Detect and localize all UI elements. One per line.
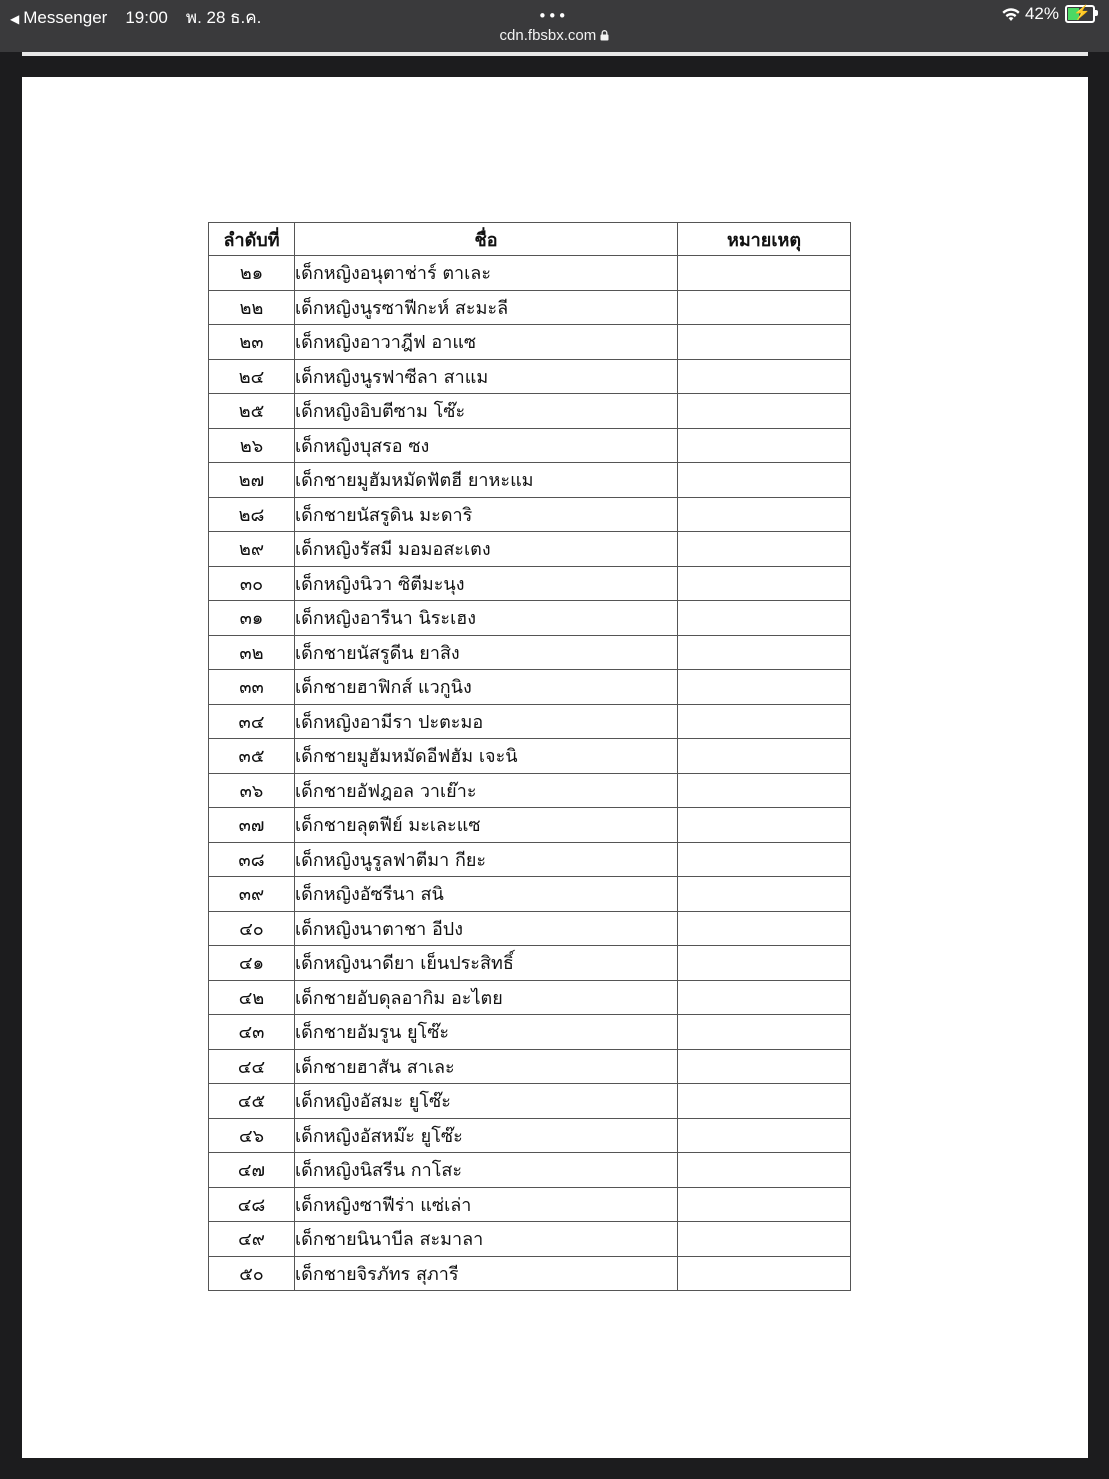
remark-cell bbox=[678, 394, 851, 429]
student-table bbox=[208, 222, 851, 1291]
remark-cell bbox=[678, 601, 851, 636]
remark-cell bbox=[678, 946, 851, 981]
row-number: ๓๓ bbox=[209, 670, 295, 705]
table-row bbox=[209, 532, 851, 567]
row-number: ๓๙ bbox=[209, 877, 295, 912]
remark-cell bbox=[678, 1187, 851, 1222]
row-number: ๒๘ bbox=[209, 497, 295, 532]
row-number: ๓๔ bbox=[209, 704, 295, 739]
student-name: เด็กหญิงอนุตาช่าร์ ตาเละ bbox=[295, 256, 678, 291]
table-row bbox=[209, 946, 851, 981]
row-number: ๒๔ bbox=[209, 359, 295, 394]
table-row bbox=[209, 290, 851, 325]
status-date: พ. 28 ธ.ค. bbox=[185, 8, 262, 27]
table-row bbox=[209, 463, 851, 498]
student-name: เด็กชายอัมรูน ยูโซ๊ะ bbox=[295, 1015, 678, 1050]
row-number: ๒๒ bbox=[209, 290, 295, 325]
row-number: ๔๗ bbox=[209, 1153, 295, 1188]
table-row bbox=[209, 1015, 851, 1050]
table-row bbox=[209, 325, 851, 360]
student-name: เด็กหญิงรัสมี มอมอสะเตง bbox=[295, 532, 678, 567]
row-number: ๒๗ bbox=[209, 463, 295, 498]
student-name: เด็กชายนินาบีล สะมาลา bbox=[295, 1222, 678, 1257]
status-time: 19:00 bbox=[125, 8, 168, 27]
remark-cell bbox=[678, 739, 851, 774]
row-number: ๓๗ bbox=[209, 808, 295, 843]
remark-cell bbox=[678, 980, 851, 1015]
row-number: ๓๕ bbox=[209, 739, 295, 774]
header-no: ลำดับที่ bbox=[209, 223, 295, 256]
student-name: เด็กชายจิรภัทร สุภารี bbox=[295, 1256, 678, 1291]
table-row bbox=[209, 1222, 851, 1257]
student-name: เด็กหญิงนิสรีน กาโสะ bbox=[295, 1153, 678, 1188]
remark-cell bbox=[678, 325, 851, 360]
table-row bbox=[209, 1153, 851, 1188]
row-number: ๔๑ bbox=[209, 946, 295, 981]
row-number: ๔๓ bbox=[209, 1015, 295, 1050]
table-row bbox=[209, 704, 851, 739]
student-name: เด็กหญิงอัซรีนา สนิ bbox=[295, 877, 678, 912]
row-number: ๒๕ bbox=[209, 394, 295, 429]
remark-cell bbox=[678, 566, 851, 601]
status-bar bbox=[0, 0, 1109, 52]
remark-cell bbox=[678, 1084, 851, 1119]
remark-cell bbox=[678, 497, 851, 532]
header-remark: หมายเหตุ bbox=[678, 223, 851, 256]
remark-cell bbox=[678, 290, 851, 325]
row-number: ๓๐ bbox=[209, 566, 295, 601]
table-header-row bbox=[209, 223, 851, 256]
row-number: ๓๑ bbox=[209, 601, 295, 636]
student-name: เด็กชายนัสรูดีน ยาสิง bbox=[295, 635, 678, 670]
row-number: ๔๔ bbox=[209, 1049, 295, 1084]
remark-cell bbox=[678, 1222, 851, 1257]
student-name: เด็กหญิงนูรซาฟีกะห์ สะมะลี bbox=[295, 290, 678, 325]
table-row bbox=[209, 773, 851, 808]
remark-cell bbox=[678, 1118, 851, 1153]
remark-cell bbox=[678, 1153, 851, 1188]
status-right bbox=[1001, 4, 1095, 24]
back-arrow-icon[interactable]: ◀ bbox=[10, 12, 20, 26]
table-row bbox=[209, 601, 851, 636]
remark-cell bbox=[678, 808, 851, 843]
student-name: เด็กหญิงอามีรา ปะตะมอ bbox=[295, 704, 678, 739]
remark-cell bbox=[678, 670, 851, 705]
row-number: ๒๙ bbox=[209, 532, 295, 567]
row-number: ๓๘ bbox=[209, 842, 295, 877]
row-number: ๒๑ bbox=[209, 256, 295, 291]
table-row bbox=[209, 497, 851, 532]
table-row bbox=[209, 256, 851, 291]
student-name: เด็กชายฮาสัน สาเละ bbox=[295, 1049, 678, 1084]
table-row bbox=[209, 1256, 851, 1291]
student-name: เด็กชายมูฮัมหมัดฟัตฮี ยาหะแม bbox=[295, 463, 678, 498]
table-row bbox=[209, 980, 851, 1015]
row-number: ๕๐ bbox=[209, 1256, 295, 1291]
student-name: เด็กหญิงซาฟีร่า แซ่เล่า bbox=[295, 1187, 678, 1222]
remark-cell bbox=[678, 635, 851, 670]
student-name: เด็กชายมูฮัมหมัดอีฟฮัม เจะนิ bbox=[295, 739, 678, 774]
table-row bbox=[209, 566, 851, 601]
row-number: ๓๖ bbox=[209, 773, 295, 808]
more-dots-icon[interactable]: ••• bbox=[538, 7, 568, 25]
url-bar[interactable] bbox=[0, 27, 1109, 44]
remark-cell bbox=[678, 842, 851, 877]
document-page bbox=[22, 77, 1088, 1458]
remark-cell bbox=[678, 773, 851, 808]
table-row bbox=[209, 842, 851, 877]
table-row bbox=[209, 1084, 851, 1119]
remark-cell bbox=[678, 359, 851, 394]
url-text: cdn.fbsbx.com bbox=[499, 27, 597, 44]
remark-cell bbox=[678, 256, 851, 291]
student-name: เด็กหญิงอิบตีซาม โซ๊ะ bbox=[295, 394, 678, 429]
row-number: ๔๕ bbox=[209, 1084, 295, 1119]
table-row bbox=[209, 394, 851, 429]
student-name: เด็กชายนัสรูดิน มะดาริ bbox=[295, 497, 678, 532]
student-name: เด็กหญิงอารีนา นิระเฮง bbox=[295, 601, 678, 636]
table-row bbox=[209, 911, 851, 946]
remark-cell bbox=[678, 1256, 851, 1291]
student-name: เด็กหญิงอาวาฎีฟ อาแซ bbox=[295, 325, 678, 360]
student-name: เด็กหญิงนูรูลฟาตีมา กียะ bbox=[295, 842, 678, 877]
remark-cell bbox=[678, 911, 851, 946]
remark-cell bbox=[678, 1049, 851, 1084]
lock-icon bbox=[600, 30, 609, 41]
remark-cell bbox=[678, 877, 851, 912]
row-number: ๒๖ bbox=[209, 428, 295, 463]
row-number: ๓๒ bbox=[209, 635, 295, 670]
student-name: เด็กหญิงนาตาชา อีปง bbox=[295, 911, 678, 946]
header-name: ชื่อ bbox=[295, 223, 678, 256]
battery-percent: 42% bbox=[1024, 4, 1059, 23]
row-number: ๔๒ bbox=[209, 980, 295, 1015]
student-name: เด็กชายลุตฟีย์ มะเละแซ bbox=[295, 808, 678, 843]
battery-icon bbox=[1065, 5, 1095, 23]
remark-cell bbox=[678, 532, 851, 567]
remark-cell bbox=[678, 463, 851, 498]
student-name: เด็กหญิงนูรฟาซีลา สาแม bbox=[295, 359, 678, 394]
table-row bbox=[209, 635, 851, 670]
table-row bbox=[209, 1187, 851, 1222]
student-name: เด็กหญิงนิวา ซิตีมะนุง bbox=[295, 566, 678, 601]
remark-cell bbox=[678, 428, 851, 463]
student-name: เด็กชายอัฟฎอล วาเย๊าะ bbox=[295, 773, 678, 808]
table-row bbox=[209, 428, 851, 463]
row-number: ๒๓ bbox=[209, 325, 295, 360]
student-name: เด็กหญิงอัสหม๊ะ ยูโซ๊ะ bbox=[295, 1118, 678, 1153]
student-name: เด็กหญิงอัสมะ ยูโซ๊ะ bbox=[295, 1084, 678, 1119]
divider bbox=[22, 52, 1088, 56]
student-name: เด็กหญิงนาดียา เย็นประสิทธิ์ bbox=[295, 946, 678, 981]
row-number: ๔๙ bbox=[209, 1222, 295, 1257]
student-name: เด็กชายฮาฟิกส์ แวกูนิง bbox=[295, 670, 678, 705]
table-row bbox=[209, 739, 851, 774]
student-name: เด็กชายอับดุลอากิม อะไตย bbox=[295, 980, 678, 1015]
remark-cell bbox=[678, 704, 851, 739]
row-number: ๔๘ bbox=[209, 1187, 295, 1222]
remark-cell bbox=[678, 1015, 851, 1050]
table-row bbox=[209, 1118, 851, 1153]
table-row bbox=[209, 808, 851, 843]
row-number: ๔๖ bbox=[209, 1118, 295, 1153]
charging-bolt-icon: ⚡ bbox=[1073, 4, 1091, 20]
wifi-icon bbox=[1001, 7, 1021, 22]
table-row bbox=[209, 877, 851, 912]
back-app-label[interactable]: Messenger bbox=[23, 8, 108, 27]
table-row bbox=[209, 359, 851, 394]
student-name: เด็กหญิงบุสรอ ซง bbox=[295, 428, 678, 463]
row-number: ๔๐ bbox=[209, 911, 295, 946]
table-row bbox=[209, 1049, 851, 1084]
table-row bbox=[209, 670, 851, 705]
